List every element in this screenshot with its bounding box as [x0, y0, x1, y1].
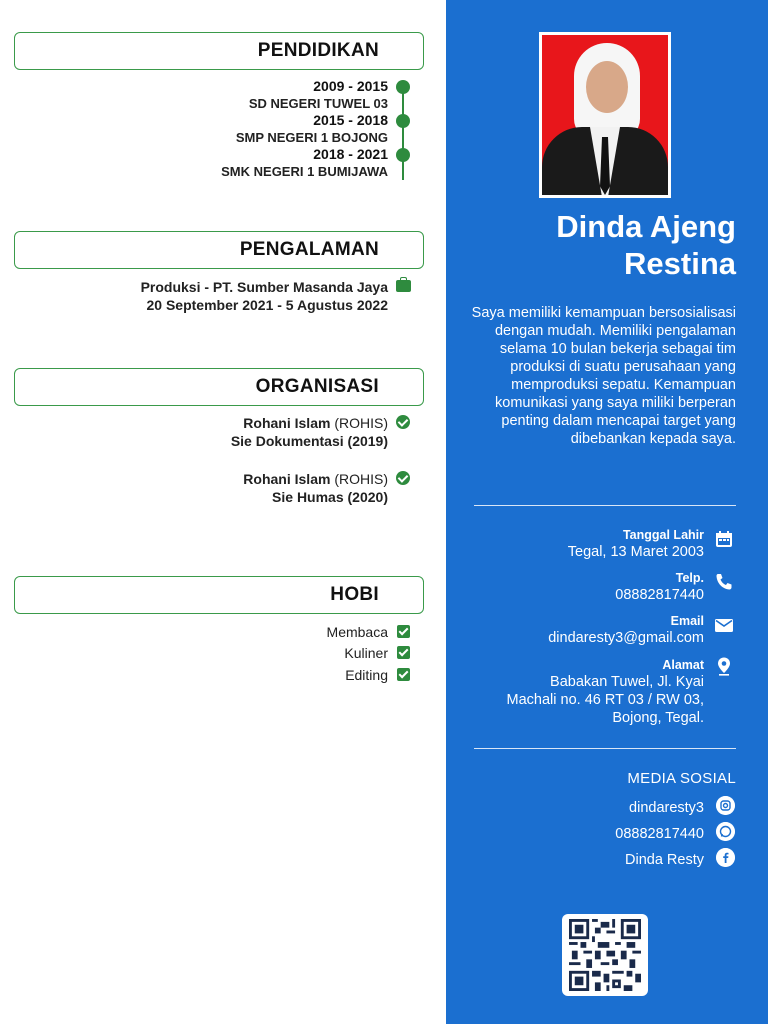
education-school: SMK NEGERI 1 BUMIJAWA [221, 164, 388, 179]
facebook-icon [716, 848, 735, 867]
checkbox-icon [397, 625, 410, 638]
check-circle-icon [396, 471, 410, 485]
section-title-organization: ORGANISASI [14, 368, 424, 406]
mail-icon [714, 615, 734, 635]
experience-role: Produksi - PT. Sumber Masanda Jaya [140, 279, 388, 295]
briefcase-icon [396, 280, 411, 292]
organization-item [48, 414, 388, 450]
checkbox-icon [397, 646, 410, 659]
timeline-dot [396, 148, 410, 162]
birth-label: Tanggal Lahir [622, 528, 704, 542]
education-list [88, 78, 388, 180]
qr-code [562, 914, 648, 996]
phone-value: 08882817440 [615, 587, 704, 603]
location-pin-icon [714, 656, 734, 676]
organization-role: Sie Dokumentasi (2019) [230, 433, 388, 449]
timeline-dot [396, 114, 410, 128]
qr-code-image [567, 919, 643, 991]
address-line: Babakan Tuwel, Jl. Kyai [550, 674, 704, 690]
right-sidebar [446, 0, 768, 1024]
education-years: 2009 - 2015 [313, 78, 388, 94]
experience-item [48, 278, 388, 314]
organization-role: Sie Humas (2020) [272, 489, 388, 505]
calendar-icon [714, 529, 734, 549]
check-circle-icon [396, 415, 410, 429]
education-timeline-line [402, 86, 404, 180]
checkbox-icon [397, 668, 410, 681]
organization-name: Rohani Islam [243, 415, 331, 431]
education-school: SMP NEGERI 1 BOJONG [235, 130, 388, 145]
social-media-title: MEDIA SOSIAL [627, 770, 736, 787]
education-years: 2015 - 2018 [313, 112, 388, 128]
education-years: 2018 - 2021 [313, 146, 388, 162]
organization-name: Rohani Islam [243, 471, 331, 487]
hobby-item: Kuliner [344, 645, 388, 661]
hobby-item: Editing [345, 667, 388, 683]
phone-icon [714, 572, 734, 592]
organization-abbr: (ROHIS) [334, 471, 388, 487]
timeline-dot [396, 80, 410, 94]
instagram-icon [716, 796, 735, 815]
email-value: dindaresty3@gmail.com [548, 630, 704, 646]
address-line: Machali no. 46 RT 03 / RW 03, [506, 692, 704, 708]
section-title-education: PENDIDIKAN [14, 32, 424, 70]
phone-label: Telp. [675, 571, 704, 585]
profile-photo-image [542, 35, 668, 195]
whatsapp-icon [716, 822, 735, 841]
contact-address [444, 657, 704, 727]
experience-period: 20 September 2021 - 5 Agustus 2022 [146, 297, 388, 313]
address-label: Alamat [662, 658, 704, 672]
first-name: Dinda Ajeng [556, 209, 736, 244]
education-item [88, 146, 388, 180]
about-text: Saya memiliki kemampuan bersosialisasi dengan mudah. Memiliki pengalaman selama 10 bulan bekerja sebagai tim produksi di suatu perusahaan yang memproduksi sepatu. Kemampuan komunikasi yang saya miliki berperan penting dalam mencapai target yang dibebankan kepada saya. [471, 305, 736, 447]
divider [474, 505, 736, 506]
section-title-experience: PENGALAMAN [14, 231, 424, 269]
divider [474, 748, 736, 749]
email-label: Email [670, 614, 704, 628]
education-item [88, 112, 388, 146]
education-school: SD NEGERI TUWEL 03 [248, 96, 388, 111]
social-whatsapp: 08882817440 [615, 826, 704, 842]
profile-photo [539, 32, 671, 198]
social-instagram: dindaresty3 [629, 800, 704, 816]
organization-item [48, 470, 388, 506]
last-name: Restina [624, 246, 736, 281]
contact-email [444, 613, 704, 647]
section-title-hobby: HOBI [14, 576, 424, 614]
contact-birth [444, 527, 704, 561]
organization-abbr: (ROHIS) [334, 415, 388, 431]
birth-value: Tegal, 13 Maret 2003 [567, 544, 704, 560]
profile-name [456, 208, 736, 282]
contact-phone [444, 570, 704, 604]
hobby-item: Membaca [326, 624, 388, 640]
education-item [88, 78, 388, 112]
address-line: Bojong, Tegal. [612, 710, 704, 726]
social-facebook: Dinda Resty [625, 852, 704, 868]
